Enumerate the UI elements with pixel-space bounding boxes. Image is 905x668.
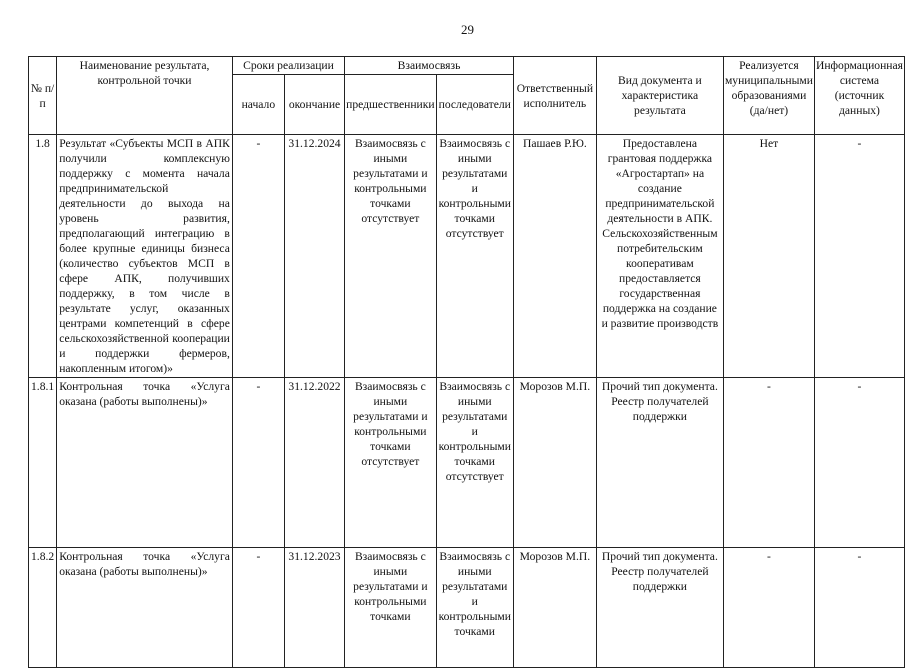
header-responsible: Ответственный исполнитель	[513, 57, 596, 135]
header-municipal: Реализуется муниципальными образованиями (да/нет)	[723, 57, 814, 135]
row-municipal: -	[723, 378, 814, 548]
row-end: 31.12.2022	[284, 378, 344, 548]
row-predecessors: Взаимосвязь с иными результатами и контрольными точками отсутствует	[345, 135, 436, 378]
header-num: № п/п	[29, 57, 57, 135]
header-info-system: Информационная система (источник данных)	[814, 57, 904, 135]
header-deadlines: Сроки реализации	[232, 57, 344, 75]
row-predecessors: Взаимосвязь с иными результатами и контрольными точками отсутствует	[345, 378, 436, 548]
row-num: 1.8.2	[29, 548, 57, 668]
row-start: -	[232, 378, 284, 548]
header-predecessors: предшественники	[345, 75, 436, 135]
row-responsible: Морозов М.П.	[513, 378, 596, 548]
row-municipal: -	[723, 548, 814, 668]
header-end: окончание	[284, 75, 344, 135]
table-row	[29, 548, 905, 668]
row-name: Контрольная точка «Услуга оказана (работы выполнены)»	[57, 378, 233, 548]
row-successors: Взаимосвязь с иными результатами и контрольными точками отсутствует	[436, 378, 513, 548]
page-number: 29	[461, 22, 474, 37]
row-doc-type: Предоставлена грантовая поддержка «Агростартап» на создание предпринимательской деятельности в АПК. Сельскохозяйственным потребительским кооперативам предоставляется государственная поддержка на создание и развитие производств	[596, 135, 723, 378]
table-row	[29, 378, 905, 548]
header-doc-type: Вид документа и характеристика результата	[596, 57, 723, 135]
row-successors: Взаимосвязь с иными результатами и контрольными точками	[436, 548, 513, 668]
row-info-system: -	[814, 378, 904, 548]
table-row	[29, 135, 905, 378]
header-successors: последователи	[436, 75, 513, 135]
header-name: Наименование результата, контрольной точки	[57, 57, 233, 135]
header-start: начало	[232, 75, 284, 135]
row-start: -	[232, 548, 284, 668]
row-municipal: Нет	[723, 135, 814, 378]
row-doc-type: Прочий тип документа. Реестр получателей поддержки	[596, 548, 723, 668]
row-name: Контрольная точка «Услуга оказана (работы выполнены)»	[57, 548, 233, 668]
row-successors: Взаимосвязь с иными результатами и контрольными точками отсутствует	[436, 135, 513, 378]
row-end: 31.12.2023	[284, 548, 344, 668]
row-num: 1.8	[29, 135, 57, 378]
row-start: -	[232, 135, 284, 378]
row-name: Результат «Субъекты МСП в АПК получили комплексную поддержку с момента начала предпринимательской деятельности до выхода на уровень развития, предполагающий интеграцию в более крупные единицы бизнеса (количество субъектов МСП в сфере АПК, получивших поддержку, в том числе в результате услуг, оказанных центрами компетенций в сфере сельскохозяйственной кооперации и поддержки фермеров, накопленным итогом)»	[57, 135, 233, 378]
row-info-system: -	[814, 548, 904, 668]
row-doc-type: Прочий тип документа. Реестр получателей поддержки	[596, 378, 723, 548]
row-end: 31.12.2024	[284, 135, 344, 378]
row-responsible: Пашаев Р.Ю.	[513, 135, 596, 378]
row-num: 1.8.1	[29, 378, 57, 548]
header-relation: Взаимосвязь	[345, 57, 514, 75]
row-info-system: -	[814, 135, 904, 378]
implementation-plan-table	[28, 56, 905, 668]
row-predecessors: Взаимосвязь с иными результатами и контрольными точками	[345, 548, 436, 668]
row-responsible: Морозов М.П.	[513, 548, 596, 668]
